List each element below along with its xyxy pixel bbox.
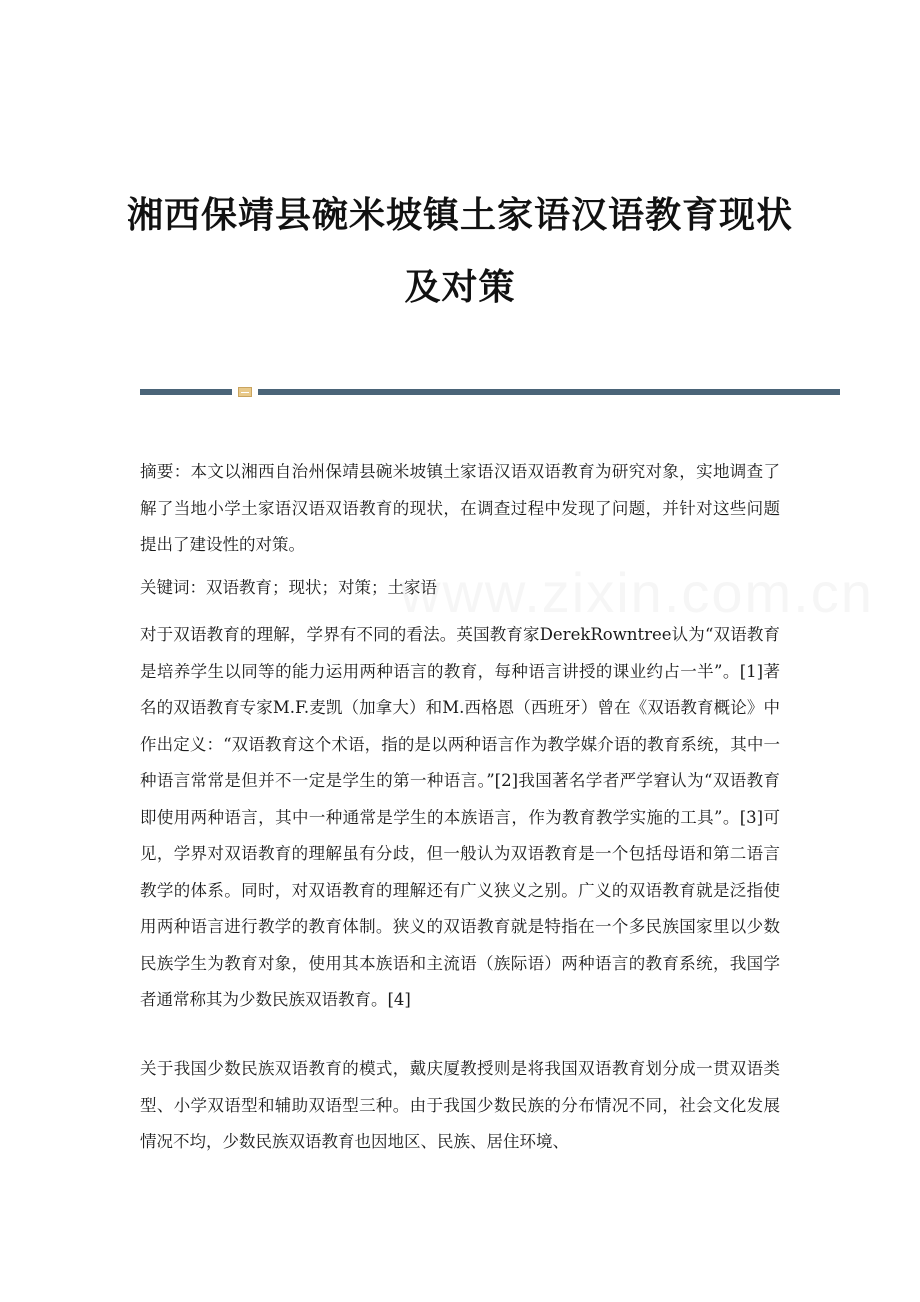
abstract-paragraph: 摘要：本文以湘西自治州保靖县碗米坡镇土家语汉语双语教育为研究对象，实地调查了解了当地小学土家语汉语双语教育的现状，在调查过程中发现了问题，并针对这些问题提出了建设性的对策。 [140,462,780,554]
title-divider [140,387,840,397]
body-paragraph-1: 对于双语教育的理解，学界有不同的看法。英国教育家DerekRowntree认为“双语教育是培养学生以同等的能力运用两种语言的教育，每种语言讲授的课业约占一半”。[1]著名的双语教育专家M.F.麦凯（加拿大）和M.西格恩（西班牙）曾在《双语教育概论》中作出定义：“双语教育这个术语，指的是以两种语言作为教学媒介语的教育系统，其中一种语言常常是但并不一定是学生的第一种语言。”[2]我国著名学者严学窘认为“双语教育即使用两种语言，其中一种通常是学生的本族语言，作为教育教学实施的工具”。[3]可见，学界对双语教育的理解虽有分歧，但一般认为双语教育是一个包括母语和第二语言教学的体系。同时，对双语教育的理解还有广义狭义之别。广义的双语教育就是泛指使用两种语言进行教学的教育体制。狭义的双语教育就是特指在一个多民族国家里以少数民族学生为教育对象，使用其本族语和主流语（族际语）两种语言的教育系统，我国学者通常称其为少数民族双语教育。[4] [140,625,780,1009]
document-title: 湘西保靖县碗米坡镇土家语汉语教育现状及对策 [126,195,793,308]
divider-bar-left [140,389,232,395]
body-paragraph-2: 关于我国少数民族双语教育的模式，戴庆厦教授则是将我国双语教育划分成一贯双语类型、小学双语型和辅助双语型三种。由于我国少数民族的分布情况不同，社会文化发展情况不均，少数民族双语教育也因地区、民族、居住环境、 [140,1059,780,1151]
divider-ornament-icon [238,387,252,397]
keywords-line: 关键词：双语教育；现状；对策；土家语 [140,578,437,597]
divider-bar-right [258,389,840,395]
watermark: www.zixin.com.cn [400,561,874,624]
